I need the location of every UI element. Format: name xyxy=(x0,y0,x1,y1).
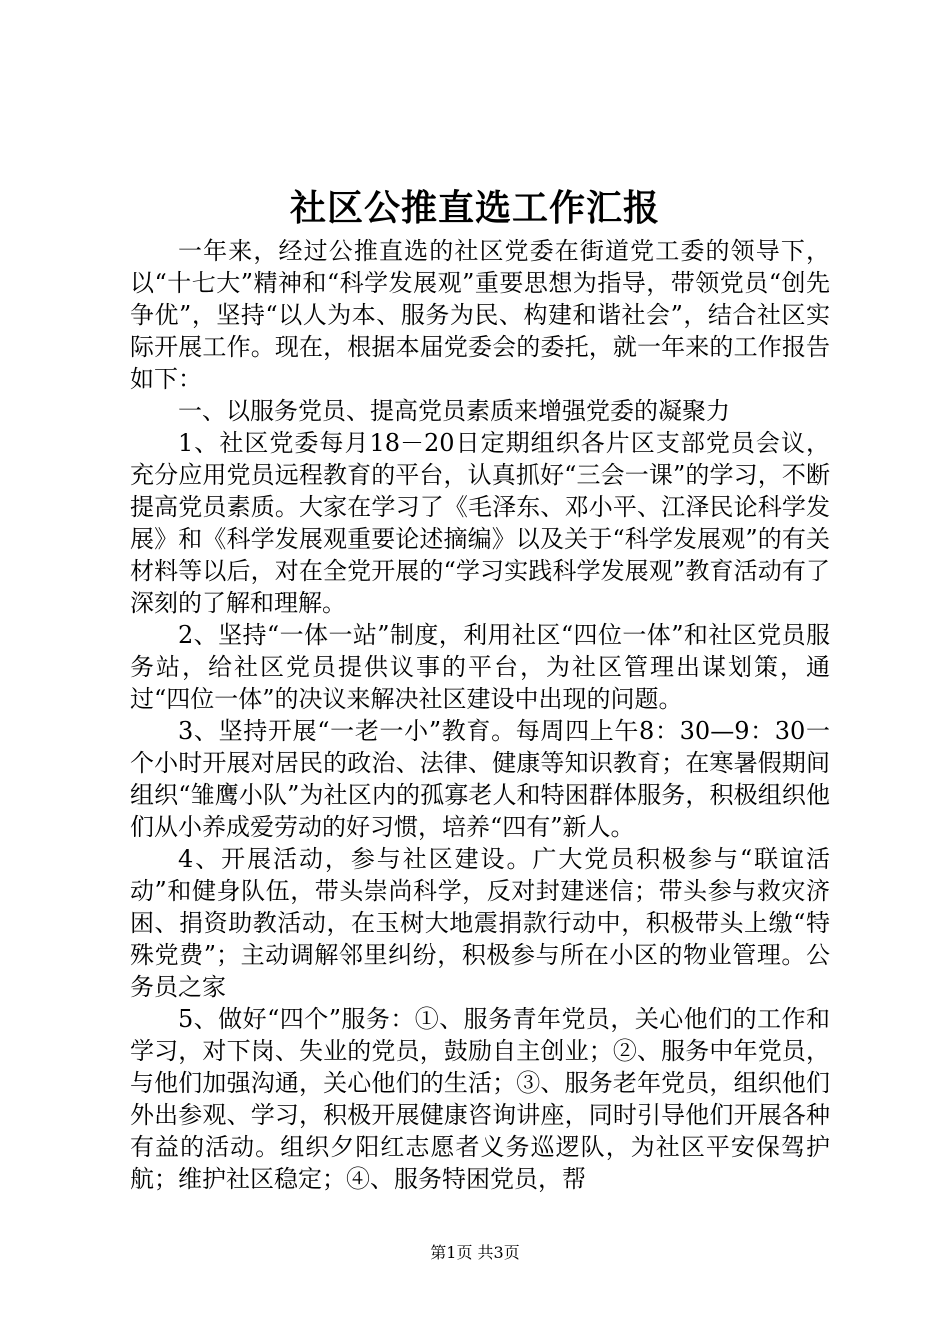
item-paragraph-3: 3、坚持开展“一老一小”教育。每周四上午8：30—9：30一个小时开展对居民的政治、法律、健康等知识教育；在寒暑假期间组织“雏鹰小队”为社区内的孤寡老人和特困群体服务，积极组织他们从小养成爱劳动的好习惯，培养“四有”新人。 xyxy=(130,717,830,841)
document-title: 社区公推直选工作汇报 xyxy=(289,187,660,229)
page-number-footer: 第1页 共3页 xyxy=(430,1243,520,1262)
document-body xyxy=(130,235,830,1195)
item-paragraph-4: 4、开展活动，参与社区建设。广大党员积极参与“联谊活动”和健身队伍，带头崇尚科学，反对封建迷信；带头参与救灾济困、捐资助教活动，在玉树大地震捐款行动中，积极带头上缴“特殊党费”；主动调解邻里纠纷，积极参与所在小区的物业管理。公务员之家 xyxy=(130,845,830,1001)
section-heading-1: 一、以服务党员、提高党员素质来增强党委的凝聚力 xyxy=(178,397,730,425)
intro-paragraph: 一年来，经过公推直选的社区党委在街道党工委的领导下，以“十七大”精神和“科学发展观”重要思想为指导，带领党员“创先争优”，坚持“以人为本、服务为民、构建和谐社会”，结合社区实际开展工作。现在，根据本届党委会的委托，就一年来的工作报告如下： xyxy=(130,237,830,393)
item-paragraph-2: 2、坚持“一体一站”制度，利用社区“四位一体”和社区党员服务站，给社区党员提供议事的平台，为社区管理出谋划策，通过“四位一体”的决议来解决社区建设中出现的问题。 xyxy=(130,621,830,713)
item-paragraph-5: 5、做好“四个”服务：①、服务青年党员，关心他们的工作和学习，对下岗、失业的党员，鼓励自主创业；②、服务中年党员，与他们加强沟通，关心他们的生活；③、服务老年党员，组织他们外出参观、学习，积极开展健康咨询讲座，同时引导他们开展各种有益的活动。组织夕阳红志愿者义务巡逻队，为社区平安保驾护航；维护社区稳定；④、服务特困党员，帮 xyxy=(130,1005,830,1193)
item-paragraph-1: 1、社区党委每月18－20日定期组织各片区支部党员会议，充分应用党员远程教育的平台，认真抓好“三会一课”的学习，不断提高党员素质。大家在学习了《毛泽东、邓小平、江泽民论科学发展》和《科学发展观重要论述摘编》以及关于“科学发展观”的有关材料等以后，对在全党开展的“学习实践科学发展观”教育活动有了深刻的了解和理解。 xyxy=(130,429,830,617)
